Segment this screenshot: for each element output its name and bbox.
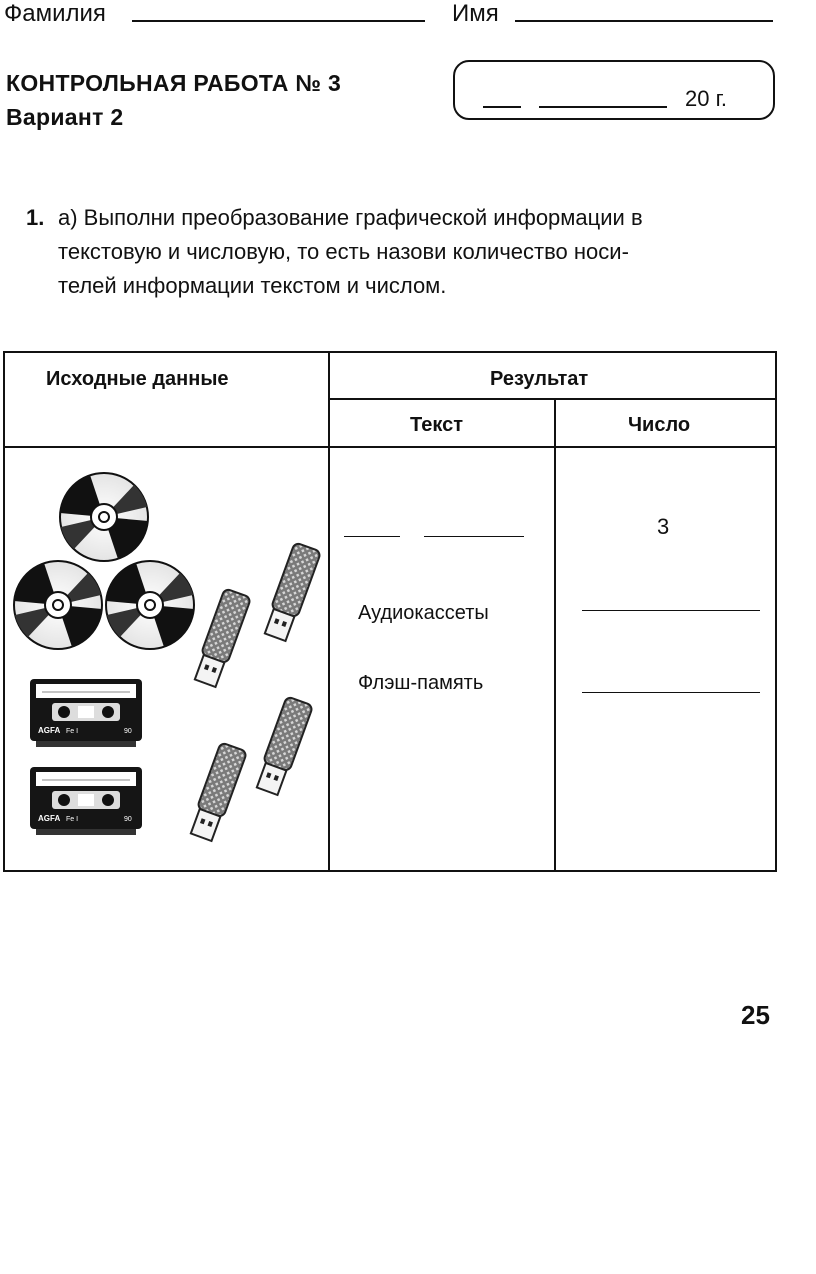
row3-number-field[interactable] xyxy=(582,692,760,693)
header-result: Результат xyxy=(490,368,589,390)
table-hline-header xyxy=(3,446,777,448)
audio-cassette-icon xyxy=(30,679,142,747)
name-field[interactable] xyxy=(515,20,773,22)
date-box xyxy=(453,60,775,120)
task-line-2: текстовую и числовую, то есть назови количество носи- xyxy=(58,239,629,264)
table-divider-text xyxy=(554,398,556,872)
usb-flash-drive-icon xyxy=(254,696,313,796)
cd-icon xyxy=(60,473,148,561)
row1-text-field-a[interactable] xyxy=(344,536,400,537)
usb-flash-drive-icon xyxy=(262,542,321,642)
table-hline-result xyxy=(328,398,777,400)
task-line-3: телей информации текстом и числом. xyxy=(58,273,447,298)
task-number: 1. xyxy=(26,205,45,230)
cd-icon xyxy=(106,561,194,649)
year-suffix: 20 г. xyxy=(685,86,728,111)
header-source: Исходные данные xyxy=(46,368,229,390)
name-label: Имя xyxy=(452,0,499,27)
test-title: КОНТРОЛЬНАЯ РАБОТА № 3 xyxy=(6,70,342,96)
row2-number-field[interactable] xyxy=(582,610,760,611)
header-number: Число xyxy=(628,414,691,436)
row2-text: Аудиокассеты xyxy=(358,602,489,624)
row3-text: Флэш-память xyxy=(358,672,484,694)
cd-icon xyxy=(14,561,102,649)
date-day-field[interactable] xyxy=(483,106,521,108)
table-divider-source xyxy=(328,351,330,872)
usb-flash-drive-icon xyxy=(192,588,251,688)
surname-label: Фамилия xyxy=(4,0,106,27)
row1-text-field-b[interactable] xyxy=(424,536,524,537)
page-number: 25 xyxy=(741,1000,770,1030)
source-illustrations: AGFA Fe I xyxy=(10,465,326,865)
date-month-field[interactable] xyxy=(539,106,667,108)
surname-field[interactable] xyxy=(132,20,425,22)
task-line-1: а) Выполни преобразование графической информации в xyxy=(58,205,643,230)
variant-label: Вариант 2 xyxy=(6,104,124,130)
header-text: Текст xyxy=(410,414,464,436)
audio-cassette-icon xyxy=(30,767,142,835)
usb-flash-drive-icon xyxy=(188,742,247,842)
row1-number: 3 xyxy=(657,514,670,539)
